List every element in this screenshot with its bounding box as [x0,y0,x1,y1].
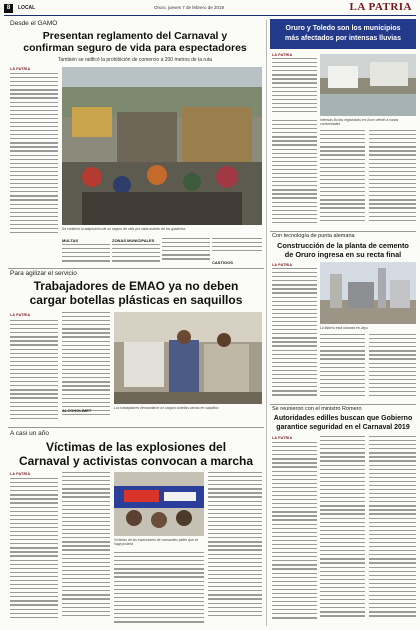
story3-column4-text [208,472,262,626]
story2-headline-line1: Trabajadores de EMAO ya no deben [33,279,239,293]
story1-column5-text [162,238,210,266]
side3-kicker: Se reunieron con el ministro Romero [272,406,362,412]
story2-headline-line2: cargar botellas plásticas en saquillos [29,293,243,307]
story3-kicker: A casi un año [10,430,50,437]
side3-top-rule [270,404,416,405]
story1-photo [62,67,262,225]
story3-tag: LA PATRIA [10,472,31,476]
story1-headline-line2: confirman seguro de vida para espectadores [23,42,247,54]
story1-column6-text [212,238,262,258]
side2-caption: La fábrica está ubicada en Jayu [320,326,368,330]
side1-headline-line1: Oruro y Toledo son los municipios [285,25,401,32]
side1-column4-text [369,130,416,230]
side1-column2-text [272,120,317,230]
story1-tag: LA PATRIA [10,67,31,71]
story1-caption: Se confirmó la adquisición de un seguro de vida por cada asiento de los graderíos [62,227,186,231]
story2-caption: Los trabajadores demandaron un carguío botellas vacías en saquillos [114,406,219,410]
story2-subtitle: ALCOHOLIMET [62,408,92,413]
side2-top-rule [270,231,416,232]
story1-column4-text [112,244,160,266]
side2-column1-text [272,268,317,402]
side3-headline-line2: garantice seguridad en el Carnaval 2019 [276,424,410,431]
side3-column2-text [320,436,365,626]
story3-column3-text [114,552,204,626]
side2-column3-text [369,334,416,402]
story3-column1-text [10,478,58,626]
side1-caption: Intensas lluvias registradas en Oruro afectó a varias comunidades [320,118,399,126]
dateline: Oruro, jueves 7 de febrero de 2019 [154,5,225,10]
page-number: 8 [4,4,13,13]
story2-tag: LA PATRIA [10,313,31,317]
story3-top-rule [8,427,264,428]
side1-photo [320,54,416,116]
story3-photo [114,472,204,536]
side2-headline-line2: de Oruro ingresa en su recta final [284,250,402,259]
story3-caption: Víctimas de las explosiones de carnavales piden que se haga justicia [114,538,199,546]
side1-column3-text [320,130,365,230]
masthead-rule [4,15,416,16]
column-divider [266,20,267,626]
story1-kicker: Desde el GAMO [10,20,58,27]
side3-headline-line1: Autoridades edilles buscan que Gobierno [273,415,413,422]
story2-kicker: Para agilizar el servicio [10,270,77,277]
side2-tag: LA PATRIA [272,263,293,267]
side3-column1-text [272,442,317,626]
section-label: LOCAL [18,5,36,11]
side1-column1-text [272,58,317,116]
story2-photo [114,312,262,404]
masthead-logo: LA PATRIA [349,1,412,13]
side1-tag: LA PATRIA [272,53,293,57]
story1-subtitle-multas: MULTAS [62,238,79,243]
side1-banner [270,19,416,49]
story2-column1-text [10,320,58,424]
story2-column3-text [114,416,262,424]
story1-subhead: También se ratificó la prohibición de comercio a 200 metros de la ruta [58,57,212,63]
side2-photo [320,262,416,324]
side2-kicker: Con tecnología de punta alemana [272,233,355,239]
side1-headline-line2: más afectados por intensas lluvias [285,35,401,42]
story1-headline-line1: Presentan reglamento del Carnaval y [42,30,228,42]
story1-subtitle-castigos: CASTIGOS [212,260,233,265]
story1-column3-text [62,244,110,266]
story3-headline-line1: Víctimas de las explosiones del [45,440,227,454]
side3-column3-text [369,436,416,626]
story3-headline-line2: Carnaval y activistas convocan a marcha [18,454,254,468]
side2-column2-text [320,334,365,402]
story1-column1-text [10,73,58,245]
side2-headline-line1: Construcción de la planta de cemento [277,241,409,250]
story1-subtitle-zonas: ZONAS MUNICIPALES [112,238,155,243]
side3-tag: LA PATRIA [272,436,293,440]
story2-top-rule [8,268,264,269]
story3-column2-text [62,472,110,626]
